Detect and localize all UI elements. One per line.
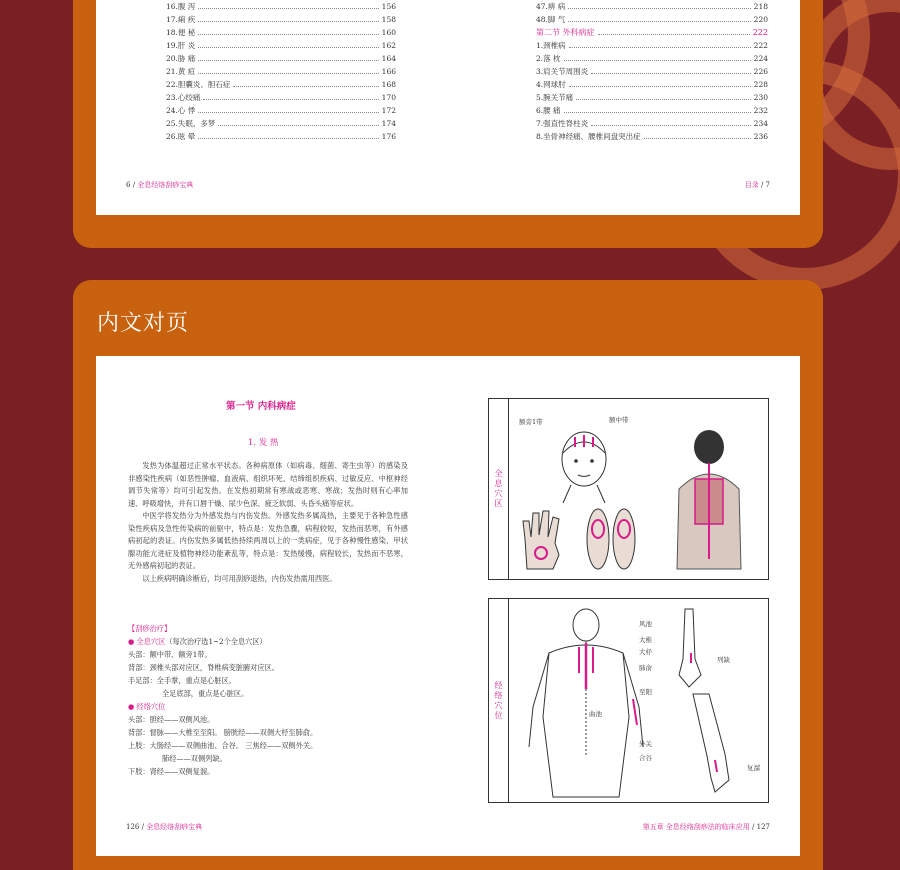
- figure-label: 全息穴区: [489, 399, 509, 579]
- treatment-key: ● 经络穴位: [128, 702, 166, 711]
- toc-entry-label: 18.便 秘: [166, 28, 196, 37]
- treatment-key: ● 全息穴区: [128, 637, 166, 646]
- toc-entry-page: 158: [381, 15, 396, 24]
- dot-leader: [198, 60, 378, 61]
- treatment-line: [128, 739, 418, 752]
- toc-entry-page: 162: [381, 41, 396, 50]
- toc-entry: [166, 91, 396, 104]
- toc-entry-page: 234: [753, 119, 768, 128]
- section-heading: 第一节 内科病症: [226, 401, 296, 412]
- toc-entry: [166, 0, 396, 13]
- toc-entry: [536, 91, 768, 104]
- toc-entry-label: 3.肩关节周围炎: [536, 67, 589, 76]
- toc-entry: [536, 52, 768, 65]
- dot-leader: [198, 8, 378, 9]
- treatment-key: 上肢：: [128, 741, 150, 750]
- dot-leader: [198, 47, 378, 48]
- treatment-line: [128, 674, 418, 687]
- toc-entry-label: 24.心 悸: [166, 106, 196, 115]
- toc-entry-page: 170: [381, 93, 396, 102]
- toc-entry-label: 16.腹 泻: [166, 2, 196, 11]
- page-number: 126: [126, 823, 140, 831]
- dot-leader: [198, 34, 378, 35]
- acupoint-label: 外关: [639, 740, 652, 748]
- toc-entry-label: 第二节 外科病症: [536, 28, 595, 37]
- dot-leader: [569, 86, 751, 87]
- dot-leader: [564, 112, 751, 113]
- toc-right-column: [536, 0, 768, 143]
- toc-entry: [166, 26, 396, 39]
- toc-entry-label: 4.网球肘: [536, 80, 566, 89]
- toc-entry-page: 172: [381, 106, 396, 115]
- toc-entry-label: 23.心绞痛: [166, 93, 201, 102]
- toc-entry: [536, 130, 768, 143]
- treatment-line: [128, 648, 418, 661]
- palm-illustration: [519, 509, 564, 571]
- toc-panel: [73, 0, 823, 248]
- dot-leader: [644, 138, 751, 139]
- toc-entry: [536, 117, 768, 130]
- dot-leader: [568, 8, 750, 9]
- figure-annotation: 额中带: [609, 416, 629, 424]
- figure-annotation: 额旁1带: [519, 418, 543, 426]
- page-number: 6: [126, 181, 131, 189]
- chapter-title: 第五章 全息经络刮痧法的临床应用: [642, 823, 750, 831]
- toc-footer-right: 目录 / 7: [744, 181, 770, 189]
- toc-entry-page: 176: [381, 132, 396, 141]
- body-text: [128, 460, 408, 585]
- treatment-text: 全足底部，重点是心脏区。: [162, 689, 249, 698]
- toc-entry-label: 2.落 枕: [536, 54, 561, 63]
- toc-footer-left: 6 / 全息经络刮痧宝典: [126, 181, 194, 189]
- toc-entry-label: 26.眩 晕: [166, 132, 196, 141]
- treatment-text: （每次治疗选1~2个全息穴区）: [165, 637, 267, 646]
- toc-entry-label: 6.腰 痛: [536, 106, 561, 115]
- treatment-text: 额中带、额旁1带。: [149, 650, 212, 659]
- toc-entry: [166, 117, 396, 130]
- paragraph: 发热为体温超过正常水平状态。各种病原体（如病毒、细菌、寄生虫等）的感染及非感染性疾病（如恶性肿瘤、血液病、组织坏死、结缔组织疾病、过敏反应、中枢神经调节失常等）均可引起发热。在发热初期常有寒战或恶寒、寒战；发热时则有心率加速、呼吸增快，并有口唇干燥、尿少色深、疲乏软弱、头昏头痛等症状。: [128, 461, 408, 508]
- dot-leader: [218, 125, 378, 126]
- toc-left-column: [166, 0, 396, 143]
- toc-entry-page: 166: [381, 67, 396, 76]
- toc-entry-page: 160: [381, 28, 396, 37]
- toc-entry-page: 222: [753, 41, 768, 50]
- acupoint-label: 风池: [639, 620, 652, 628]
- section-title: 内文对页: [97, 311, 190, 336]
- treatment-line: [128, 635, 418, 648]
- dot-leader: [591, 125, 751, 126]
- toc-entry-page: 232: [753, 106, 768, 115]
- dot-leader: [198, 21, 378, 22]
- toc-entry-page: 224: [753, 54, 768, 63]
- toc-entry-page: 222: [752, 28, 768, 37]
- toc-entry-label: 22.胆囊炎、胆石症: [166, 80, 231, 89]
- treatment-text: 全手掌，重点是心脏区。: [156, 676, 236, 685]
- dot-leader: [564, 60, 751, 61]
- acupoint-label: 曲池: [589, 710, 602, 718]
- acupoint-label: 至阳: [639, 688, 652, 696]
- treatment-text: 肾经——双侧复溜。: [149, 767, 215, 776]
- toc-entry: [166, 104, 396, 117]
- toc-entry-page: 220: [753, 15, 768, 24]
- toc-entry: [166, 78, 396, 91]
- toc-entry-label: 20.胁 痛: [166, 54, 196, 63]
- spread-panel: [73, 280, 823, 870]
- treatment-line: [128, 700, 418, 713]
- toc-entry: [166, 52, 396, 65]
- toc-entry-label: 1.颈椎病: [536, 41, 566, 50]
- toc-entry: [166, 130, 396, 143]
- treatment-key: 头部：: [128, 650, 150, 659]
- toc-entry-label: 5.腕关节痛: [536, 93, 574, 102]
- spread-footer-right: 第五章 全息经络刮痧法的临床应用 / 127: [642, 823, 770, 831]
- treatment-line: [128, 713, 418, 726]
- treatment-text: 胆经——双侧风池。: [149, 715, 215, 724]
- toc-entry: [536, 0, 768, 13]
- toc-spread: [96, 0, 800, 215]
- dot-leader: [569, 47, 751, 48]
- toc-entry: [166, 65, 396, 78]
- treatment-line: [128, 752, 418, 765]
- dot-leader: [576, 99, 751, 100]
- toc-entry: [166, 39, 396, 52]
- treatment-text: 大肠经——双侧曲池、合谷。 三焦经——双侧外关。: [149, 741, 318, 750]
- treatment-line: [128, 726, 418, 739]
- treatment-key: 背部：: [128, 663, 150, 672]
- toc-entry-page: 164: [381, 54, 396, 63]
- toc-entry: [536, 39, 768, 52]
- toc-entry-page: 236: [753, 132, 768, 141]
- toc-entry: [536, 13, 768, 26]
- toc-entry-label: 17.痢 疾: [166, 15, 196, 24]
- treatment-key: 下肢：: [128, 767, 150, 776]
- book-title: 全息经络刮痧宝典: [146, 823, 203, 831]
- acupoint-label: 合谷: [639, 754, 652, 762]
- treatment-title: 【刮痧治疗】: [128, 624, 172, 633]
- toc-entry: [536, 65, 768, 78]
- arm-illustration: [671, 609, 711, 689]
- paragraph: 中医学将发热分为外感发热与内伤发热。外感发热多属高热，主要见于各种急性感染性疾病及急性传染病的前驱中，特点是：发热急骤，病程较短，发热而恶寒，有外感病初起的表证。内伤发热多属低热持续两周以上的一类病症，见于各种慢性感染、甲状腺功能亢进症及植物神经功能紊乱等，特点是：发热缓慢，病程较长，发热而不恶寒，无外感病初起的表证。: [128, 511, 408, 570]
- page-number: 7: [765, 181, 770, 189]
- toc-entry: [166, 13, 396, 26]
- treatment-line: [128, 765, 418, 778]
- back-figure-illustration: [529, 607, 644, 799]
- paragraph: 以上疾病明确诊断后，均可用刮痧退热，内伤发热需用西医。: [142, 573, 337, 583]
- treatment-line: [128, 661, 418, 674]
- spread-footer-left: 126 / 全息经络刮痧宝典: [126, 823, 203, 831]
- toc-entry-label: 25.失眠、多梦: [166, 119, 216, 128]
- toc-entry-page: 174: [381, 119, 396, 128]
- treatment-key: 头部：: [128, 715, 150, 724]
- treatment-lines: [128, 635, 418, 778]
- book-title: 全息经络刮痧宝典: [137, 181, 194, 189]
- acupoint-label: 大杼: [639, 648, 652, 656]
- treatment-text: 肺经——双侧列缺。: [162, 754, 227, 763]
- sole-illustration: [584, 507, 639, 571]
- dot-leader: [568, 21, 750, 22]
- dot-leader: [198, 73, 378, 74]
- toc-entry-label: 21.黄 疸: [166, 67, 196, 76]
- dot-leader: [198, 138, 378, 139]
- treatment-text: 督脉——大椎至至阳。 膀胱经——双侧大杼至肺俞。: [149, 728, 318, 737]
- content-spread: [96, 356, 800, 856]
- back-anatomy-illustration: [669, 429, 749, 569]
- dot-leader: [233, 86, 378, 87]
- chapter-title: 目录: [744, 181, 759, 189]
- page-number: 127: [756, 823, 770, 831]
- toc-entry-page: 228: [753, 80, 768, 89]
- toc-entry-label: 8.坐骨神经痛、腰椎间盘突出症: [536, 132, 641, 141]
- treatment-list: [128, 622, 418, 778]
- toc-entry-page: 230: [753, 93, 768, 102]
- treatment-key: 背部：: [128, 728, 150, 737]
- toc-entry-label: 19.肝 炎: [166, 41, 196, 50]
- toc-entry-page: 218: [753, 2, 768, 11]
- toc-entry: [536, 104, 768, 117]
- toc-entry-label: 7.强直性脊柱炎: [536, 119, 589, 128]
- figure-label: 经络穴位: [489, 599, 509, 802]
- toc-entry-label: 47.痹 病: [536, 2, 566, 11]
- toc-entry: [536, 78, 768, 91]
- toc-section-heading: [536, 26, 768, 39]
- dot-leader: [198, 112, 378, 113]
- holographic-zone-figure: [488, 398, 769, 580]
- meridian-points-figure: [488, 598, 769, 803]
- left-page: [96, 356, 486, 856]
- acupoint-label: 肺俞: [639, 664, 652, 672]
- acupoint-label: 复溜: [747, 764, 760, 772]
- leg-illustration: [689, 694, 739, 794]
- toc-entry-page: 156: [381, 2, 396, 11]
- head-illustration: [549, 425, 619, 505]
- treatment-text: 颈椎头部对应区，脊椎病变脏腑对应区。: [149, 663, 279, 672]
- dot-leader: [598, 34, 750, 35]
- toc-entry-label: 48.脚 气: [536, 15, 566, 24]
- acupoint-label: 大椎: [639, 636, 652, 644]
- dot-leader: [591, 73, 751, 74]
- treatment-line: [128, 687, 418, 700]
- treatment-key: 手足部：: [128, 676, 157, 685]
- dot-leader: [203, 99, 378, 100]
- sub-heading: 1. 发 热: [248, 438, 279, 448]
- toc-entry-page: 168: [381, 80, 396, 89]
- acupoint-label: 列缺: [717, 656, 730, 664]
- toc-entry-page: 226: [753, 67, 768, 76]
